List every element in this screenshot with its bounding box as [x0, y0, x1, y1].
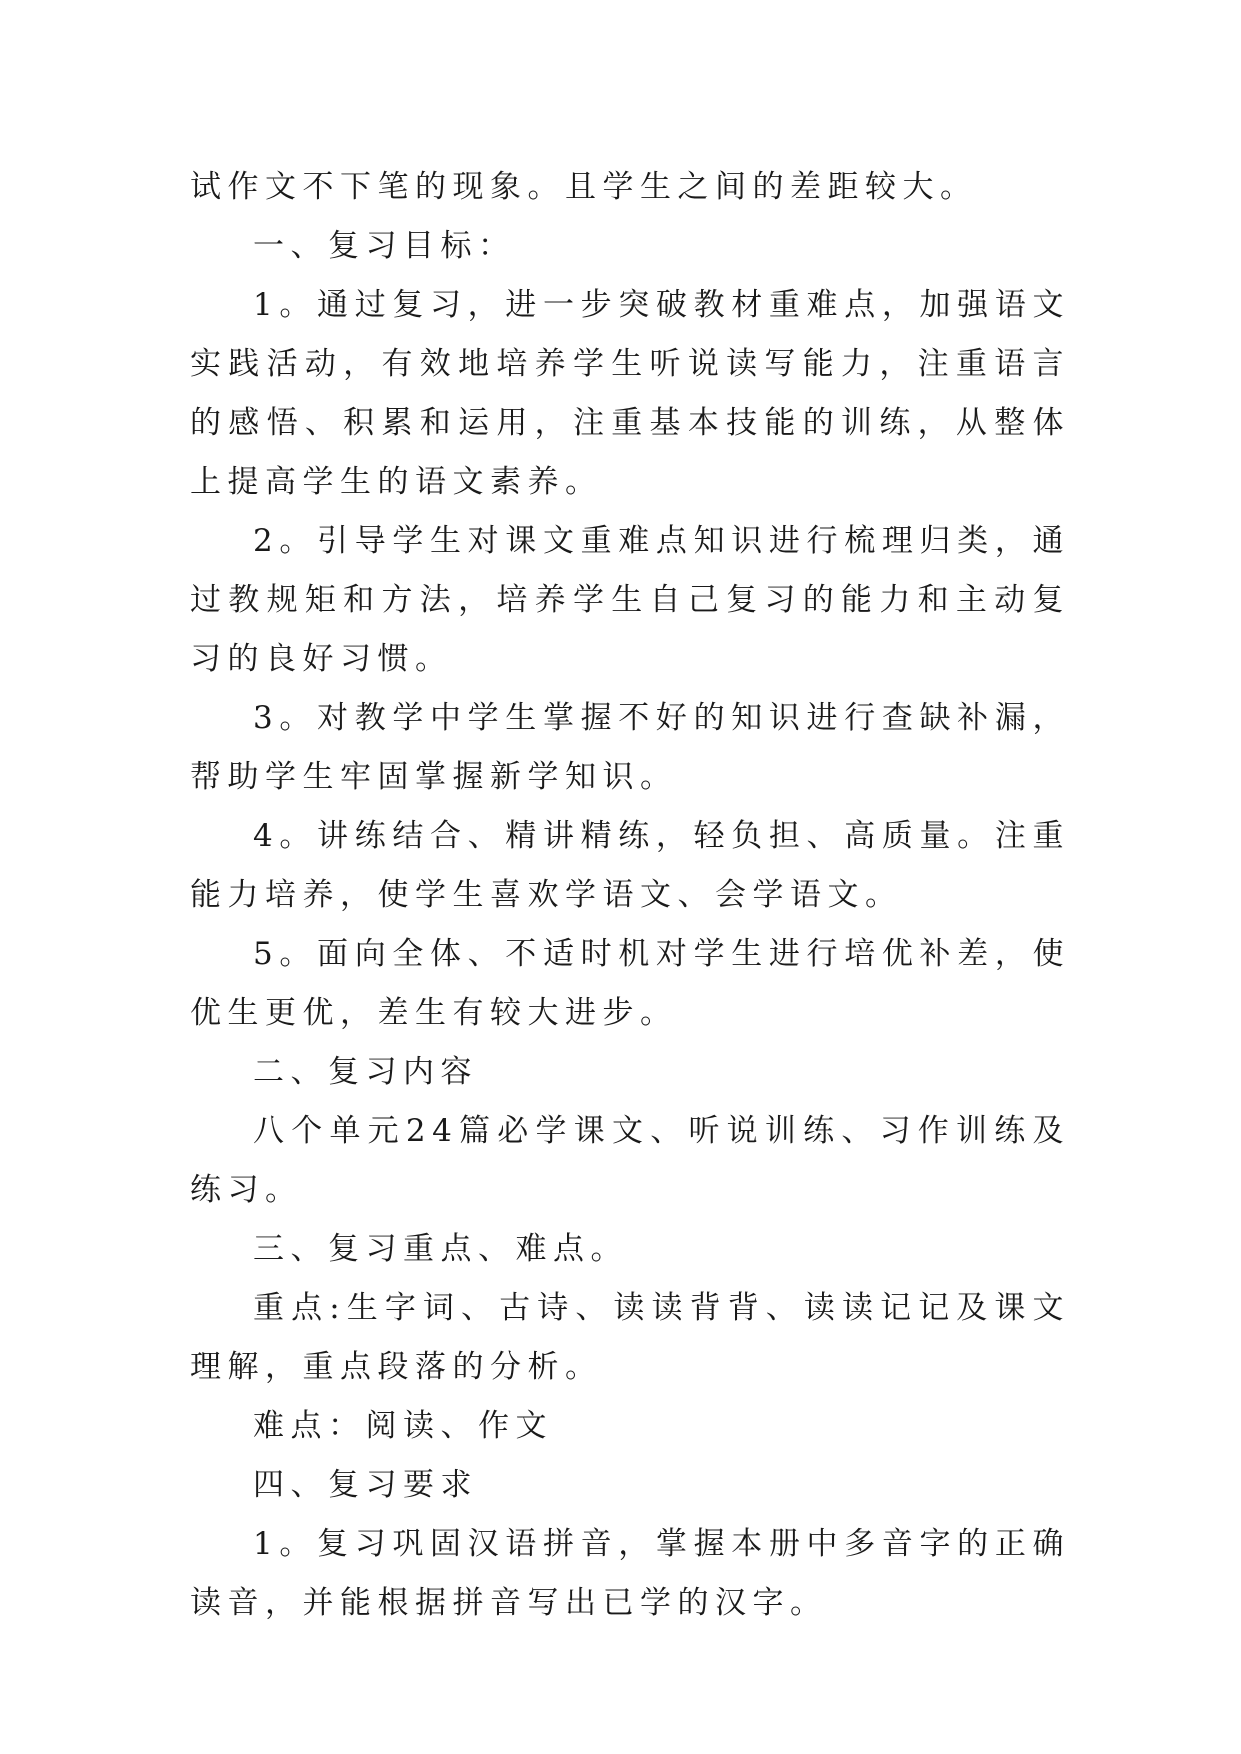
paragraph-goal-1: 1。通过复习，进一步突破教材重难点，加强语文实践活动，有效地培养学生听说读写能力，注重语言的感悟、积累和运用，注重基本技能的训练，从整体上提高学生的语文素养。	[190, 287, 1070, 500]
paragraph-goal-5: 5。面向全体、不适时机对学生进行培优补差，使优生更优，差生有较大进步。	[190, 936, 1070, 1031]
heading-review-requirements: 四、复习要求	[253, 1467, 478, 1503]
heading-key-points: 三、复习重点、难点。	[253, 1231, 628, 1267]
paragraph-review-content: 八个单元24篇必学课文、听说训练、习作训练及练习。	[190, 1113, 1070, 1208]
heading-review-goals: 一、复习目标：	[253, 228, 516, 264]
paragraph-goal-2: 2。引导学生对课文重难点知识进行梳理归类，通过教规矩和方法，培养学生自己复习的能力和主动复习的良好习惯。	[190, 523, 1070, 677]
paragraph-goal-4: 4。讲练结合、精讲精练，轻负担、高质量。注重能力培养，使学生喜欢学语文、会学语文。	[190, 818, 1070, 913]
heading-review-content: 二、复习内容	[253, 1054, 478, 1090]
paragraph-key-points: 重点:生字词、古诗、读读背背、读读记记及课文理解，重点段落的分析。	[190, 1290, 1070, 1385]
paragraph-difficulties: 难点：阅读、作文	[253, 1408, 553, 1444]
paragraph-requirement-1: 1。复习巩固汉语拼音，掌握本册中多音字的正确读音，并能根据拼音写出已学的汉字。	[190, 1526, 1070, 1621]
paragraph-intro-continuation: 试作文不下笔的现象。且学生之间的差距较大。	[190, 169, 978, 205]
document-body	[190, 158, 1070, 1633]
paragraph-goal-3: 3。对教学中学生掌握不好的知识进行查缺补漏，帮助学生牢固掌握新学知识。	[190, 700, 1070, 795]
